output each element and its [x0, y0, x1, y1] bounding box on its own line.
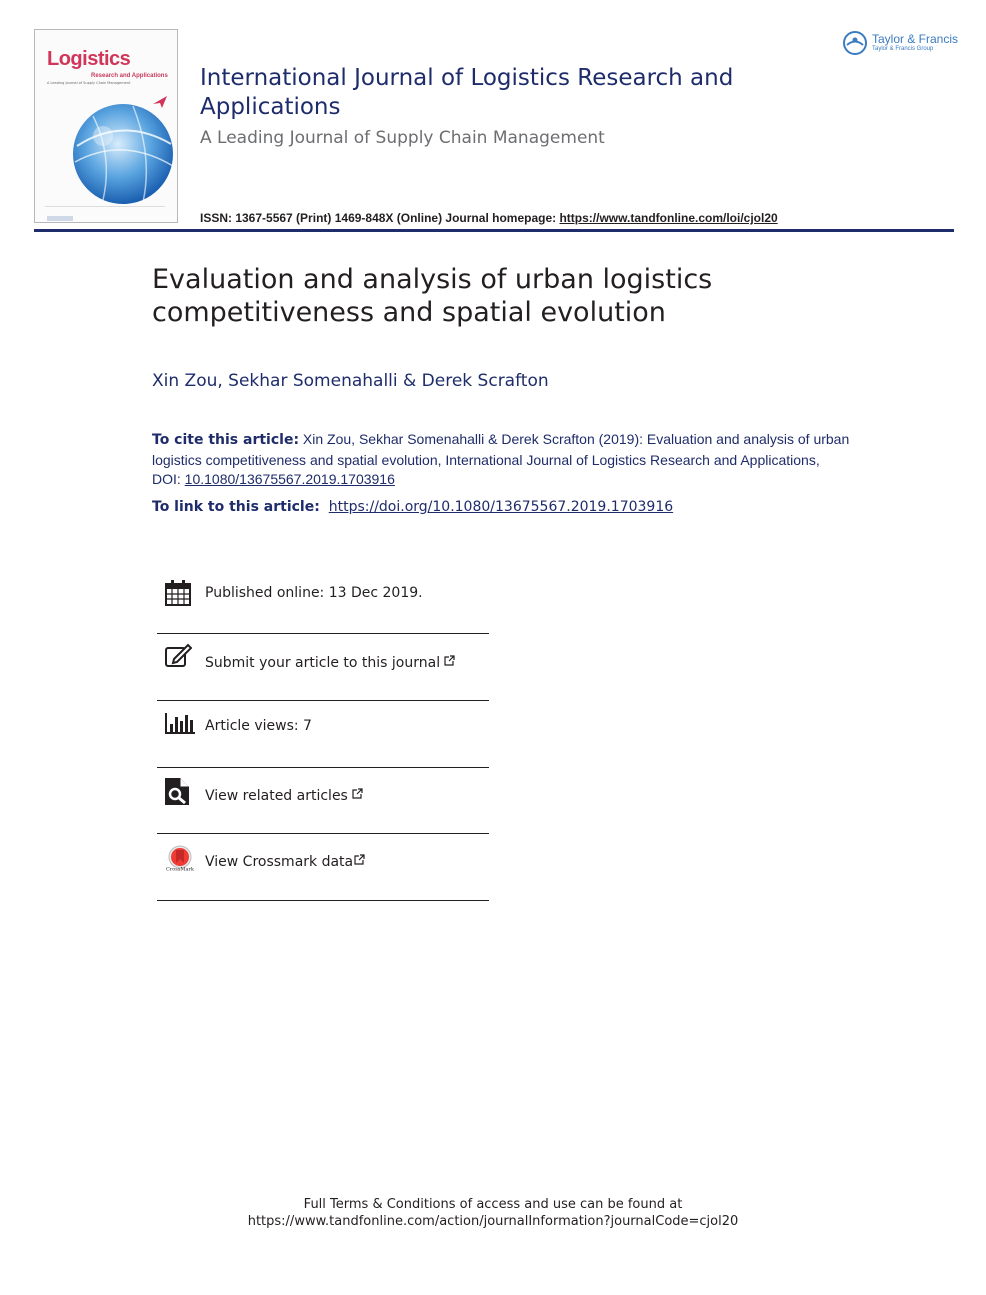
cite-text: Xin Zou, Sekhar Somenahalli & Derek Scrafton (2019): Evaluation and analysis of urban logistics competitiveness and spatial evolution, International Journal of Logistics Research and Applications, DOI:: [152, 431, 850, 487]
article-doi-url[interactable]: https://doi.org/10.1080/13675567.2019.1703916: [328, 499, 674, 515]
globe-image: [63, 96, 175, 208]
row-divider: [157, 900, 489, 901]
article-views: Article views: 7: [205, 718, 312, 734]
external-link-icon: [352, 788, 363, 799]
doi-link[interactable]: 10.1080/13675567.2019.1703916: [184, 471, 395, 487]
cover-title: Logistics: [47, 48, 131, 70]
cover-subtitle: Research and Applications: [91, 73, 168, 79]
issn-line: [200, 211, 778, 225]
crossmark-row[interactable]: [157, 834, 489, 900]
article-link-line: [152, 499, 673, 515]
citation: [152, 430, 852, 490]
cite-label: To cite this article:: [152, 432, 300, 448]
journal-subtitle: A Leading Journal of Supply Chain Management: [200, 128, 605, 148]
cover-tagline: A Leading Journal of Supply Chain Management: [47, 81, 131, 85]
cover-footer: [45, 206, 165, 217]
submit-article-link[interactable]: [205, 655, 455, 671]
submit-label: Submit your article to this journal: [205, 655, 441, 671]
bar-chart-icon: [164, 711, 196, 735]
document-search-icon: [164, 777, 190, 806]
journal-title: International Journal of Logistics Research and Applications: [200, 65, 734, 120]
views-row: [157, 701, 489, 767]
issn-text: ISSN: 1367-5567 (Print) 1469-848X (Online) Journal homepage:: [200, 211, 560, 225]
cover-publisher-logo: [45, 214, 75, 222]
journal-homepage-link[interactable]: https://www.tandfonline.com/loi/cjol20: [559, 211, 778, 225]
taylor-francis-logo-icon: [842, 30, 870, 58]
footer-terms: Full Terms & Conditions of access and use can be found at: [303, 1197, 683, 1212]
related-articles-link[interactable]: [205, 788, 363, 804]
crossmark-icon: [166, 845, 198, 871]
crossmark-link[interactable]: [205, 854, 365, 870]
published-row: [157, 570, 489, 632]
footer-url[interactable]: https://www.tandfonline.com/action/journalInformation?journalCode=cjol20: [247, 1214, 739, 1229]
header-divider: [34, 229, 954, 232]
related-label: View related articles: [205, 788, 348, 804]
published-date: Published online: 13 Dec 2019.: [205, 585, 423, 601]
crossmark-label: View Crossmark data: [205, 854, 354, 870]
crossmark-icon-label: CrossMark: [166, 866, 194, 871]
publisher-group: Taylor & Francis Group: [872, 46, 934, 52]
calendar-icon: [164, 579, 192, 607]
edit-icon: [164, 643, 192, 669]
external-link-icon: [444, 655, 455, 666]
article-title: Evaluation and analysis of urban logistics competitiveness and spatial evolution: [152, 264, 713, 328]
submit-row[interactable]: [157, 634, 489, 700]
related-row[interactable]: [157, 768, 489, 833]
external-link-icon: [354, 854, 365, 865]
journal-cover: [34, 29, 178, 223]
article-authors: Xin Zou, Sekhar Somenahalli & Derek Scrafton: [152, 371, 549, 391]
link-label: To link to this article:: [152, 499, 320, 515]
publisher-name: Taylor & Francis: [872, 32, 959, 46]
